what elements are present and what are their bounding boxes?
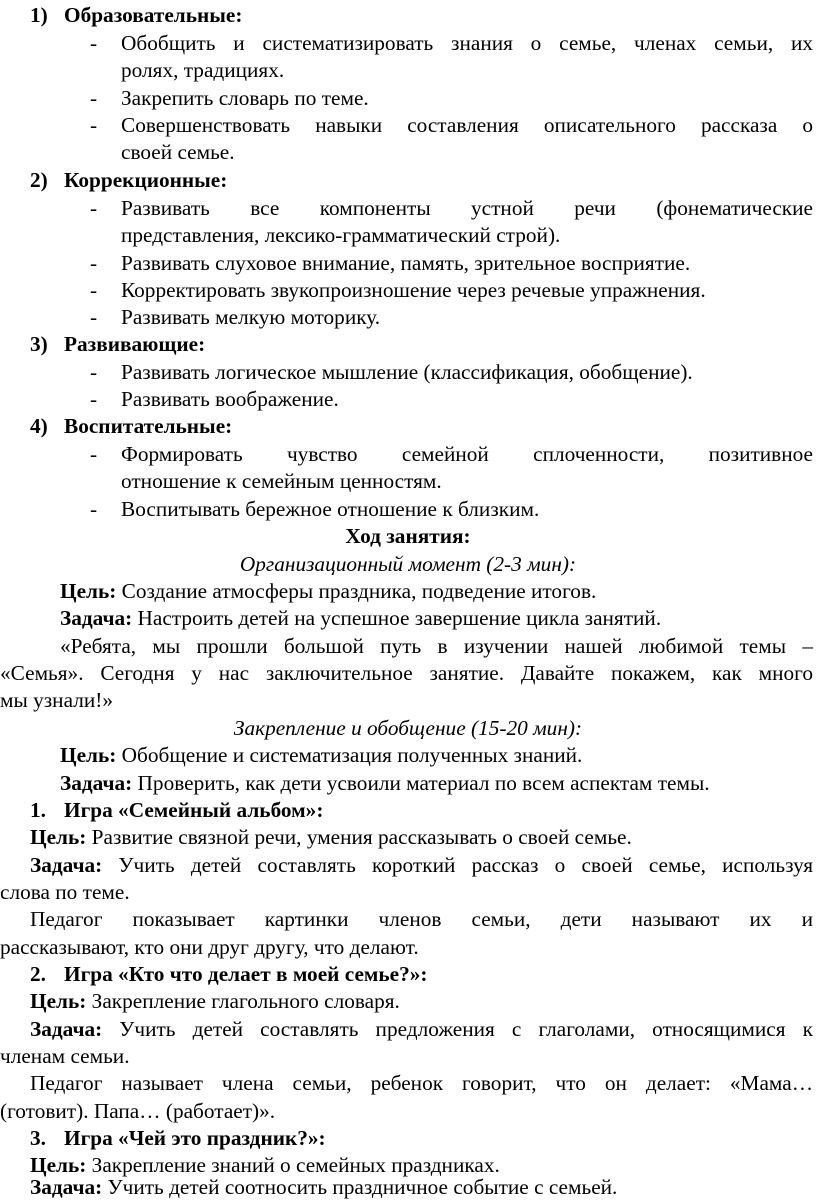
list-item: Корректировать звукопроизношение через речевые упражнения. xyxy=(121,278,706,302)
list-item: Развивать слуховое внимание, память, зрительное восприятие. xyxy=(121,251,691,275)
list-dash: - xyxy=(90,360,98,384)
list-item-continuation: отношение к семейным ценностям. xyxy=(121,469,442,493)
list-dash: - xyxy=(90,251,98,275)
game2-desc-line: Педагог называет члена семьи, ребенок говорит, что он делает: «Мама… xyxy=(30,1071,813,1095)
list-item: Закрепить словарь по теме. xyxy=(121,86,369,110)
fix-goal: Цель: Обобщение и систематизация полученных знаний. xyxy=(60,743,583,767)
lesson-heading: Ход занятия: xyxy=(345,524,471,548)
game2-goal: Цель: Закрепление глагольного словаря. xyxy=(30,989,400,1013)
org-task: Задача: Настроить детей на успешное завершение цикла занятий. xyxy=(60,606,662,630)
goal-heading-2: 2) Коррекционные: xyxy=(30,168,228,192)
game1-desc-line: рассказывают, кто они друг другу, что делают. xyxy=(0,935,419,959)
game1-desc-line: Педагог показывает картинки членов семьи, дети называют их и xyxy=(30,907,813,931)
list-item: Развивать логическое мышление (классификация, обобщение). xyxy=(121,360,693,384)
list-dash: - xyxy=(90,442,98,466)
list-item-continuation: ролях, традициях. xyxy=(121,58,285,82)
game2-task: Задача: Учить детей составлять предложения с глаголами, относящимися к xyxy=(30,1017,813,1041)
list-dash: - xyxy=(90,86,98,110)
goal-heading-4: 4) Воспитательные: xyxy=(30,414,233,438)
game-heading-2: 2. Игра «Кто что делает в моей семье?»: xyxy=(30,962,428,986)
game1-task-continuation: слова по теме. xyxy=(0,880,130,904)
list-dash: - xyxy=(90,196,98,220)
game3-goal: Цель: Закрепление знаний о семейных праздниках. xyxy=(30,1153,500,1177)
list-item: Совершенствовать навыки составления описательного рассказа о xyxy=(121,113,813,137)
list-item: Воспитывать бережное отношение к близким. xyxy=(121,497,540,521)
list-dash: - xyxy=(90,305,98,329)
list-dash: - xyxy=(90,113,98,137)
game-heading-3: 3. Игра «Чей это праздник?»: xyxy=(30,1126,326,1150)
org-speech-line: «Ребята, мы прошли большой путь в изучении нашей любимой темы – xyxy=(60,634,813,658)
list-dash: - xyxy=(90,31,98,55)
list-item: Обобщить и систематизировать знания о семье, членах семьи, их xyxy=(121,31,813,55)
org-speech-line: «Семья». Сегодня у нас заключительное занятие. Давайте покажем, как много xyxy=(0,661,813,685)
list-item: Развивать все компоненты устной речи (фонематические xyxy=(121,196,813,220)
game2-task-continuation: членам семьи. xyxy=(0,1044,130,1068)
list-dash: - xyxy=(90,497,98,521)
list-dash: - xyxy=(90,278,98,302)
list-item-continuation: представления, лексико-грамматический строй). xyxy=(121,223,561,247)
list-item: Формировать чувство семейной сплоченности, позитивное xyxy=(121,442,813,466)
list-dash: - xyxy=(90,387,98,411)
list-item: Развивать воображение. xyxy=(121,387,339,411)
goal-heading-1: 1) Образовательные: xyxy=(30,3,243,27)
list-item-continuation: своей семье. xyxy=(121,140,235,164)
game2-desc-line: (готовит). Папа… (работает)». xyxy=(0,1099,276,1123)
game1-goal: Цель: Развитие связной речи, умения рассказывать о своей семье. xyxy=(30,825,632,849)
fix-task: Задача: Проверить, как дети усвоили материал по всем аспектам темы. xyxy=(60,771,710,795)
game-heading-1: 1. Игра «Семейный альбом»: xyxy=(30,798,324,822)
game1-task: Задача: Учить детей составлять короткий рассказ о своей семье, используя xyxy=(30,853,813,877)
goal-heading-3: 3) Развивающие: xyxy=(30,332,206,356)
list-item: Развивать мелкую моторику. xyxy=(121,305,381,329)
org-goal: Цель: Создание атмосферы праздника, подведение итогов. xyxy=(60,579,597,603)
section-title-fix: Закрепление и обобщение (15-20 мин): xyxy=(233,716,583,740)
org-speech-line: мы узнали!» xyxy=(0,688,113,712)
game3-task: Задача: Учить детей соотносить праздничное событие с семьей. xyxy=(30,1175,618,1199)
section-title-org: Организационный момент (2-3 мин): xyxy=(239,552,577,576)
